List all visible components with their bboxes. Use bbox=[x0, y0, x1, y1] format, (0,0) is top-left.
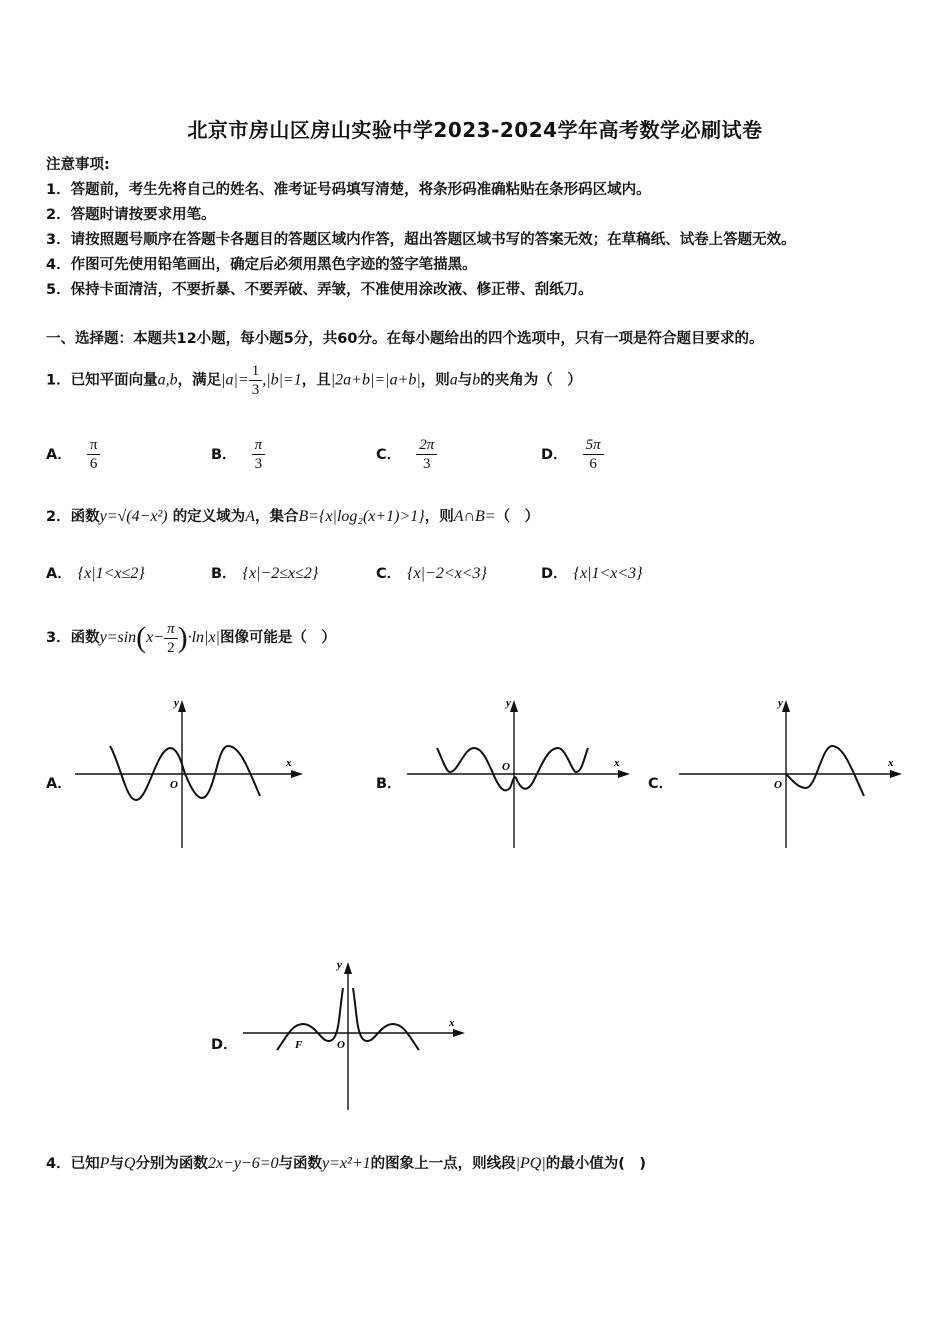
note-item-2: 2．答题时请按要求用笔。 bbox=[46, 207, 216, 223]
q1-mid2: ，且 bbox=[301, 372, 331, 389]
q2-option-a-label: A． bbox=[46, 566, 72, 582]
question-1 bbox=[46, 362, 582, 399]
section-heading: 一、选择题：本题共12小题，每小题5分，共60分。在每小题给出的四个选项中，只有一项是符合题目要求的。 bbox=[46, 331, 764, 347]
graph-c bbox=[674, 688, 910, 853]
q2-expr: A∩B= bbox=[453, 508, 496, 525]
q1-option-d-label: D． bbox=[541, 447, 568, 463]
graph-c-y-arrow bbox=[782, 700, 790, 712]
q2-mid3: ，则 bbox=[424, 509, 454, 525]
q1-option-a[interactable] bbox=[46, 436, 100, 473]
graph-a-x-label: x bbox=[286, 757, 292, 769]
note-item-5: 5．保持卡面清洁，不要折暴、不要弄破、弄皱，不准使用涂改液、修正带、刮纸刀。 bbox=[46, 282, 593, 298]
q1-option-c-label: C． bbox=[376, 447, 402, 463]
q1-option-b-num: π bbox=[252, 436, 266, 455]
q2-mid2: ，集合 bbox=[254, 509, 299, 525]
q1-cond1-lhs: |a|= bbox=[221, 371, 249, 389]
q1-prefix: 1．已知平面向量 bbox=[46, 372, 158, 389]
q1-option-d-num: 5π bbox=[583, 436, 604, 455]
q1-mid3: ，则 bbox=[420, 372, 450, 389]
notes-heading: 注意事项: bbox=[46, 157, 110, 173]
q4-eq1: 2x−y−6=0 bbox=[207, 1155, 279, 1172]
graph-d-y-arrow bbox=[344, 962, 352, 974]
graph-d-y-label: y bbox=[337, 959, 342, 971]
q3-func-right: ·ln|x| bbox=[187, 629, 220, 646]
graph-b-x-arrow bbox=[618, 770, 630, 778]
q2-set-a: A bbox=[245, 508, 255, 525]
q4-mid3: 与函数 bbox=[278, 1156, 323, 1172]
q1-cond1-num: 1 bbox=[249, 362, 263, 381]
q2-option-c-label: C． bbox=[376, 566, 402, 582]
q2-option-d[interactable] bbox=[541, 562, 643, 583]
q1-mid1: ，满足 bbox=[177, 372, 222, 389]
q1-option-b-label: B． bbox=[211, 447, 237, 463]
q1-option-a-label: A． bbox=[46, 447, 72, 463]
q3-option-b-label[interactable]: B． bbox=[376, 776, 402, 792]
q4-prefix: 4．已知 bbox=[46, 1156, 100, 1172]
q3-frac-num: π bbox=[164, 620, 178, 639]
q2-option-b-label: B． bbox=[211, 566, 237, 582]
graph-a-x-arrow bbox=[291, 770, 303, 778]
question-2 bbox=[46, 504, 539, 530]
graph-d-f-label: F bbox=[295, 1039, 303, 1051]
graph-b bbox=[402, 688, 637, 853]
q2-option-a[interactable] bbox=[46, 562, 145, 583]
q3-right-paren: ) bbox=[177, 621, 188, 654]
q4-seg: |PQ| bbox=[515, 1155, 546, 1172]
graph-b-curve bbox=[437, 748, 588, 790]
note-item-3: 3．请按照题号顺序在答题卡各题目的答题区域内作答，超出答题区域书写的答案无效；在草稿纸、试卷上答题无效。 bbox=[46, 232, 796, 248]
q2-func: y=√(4−x²) bbox=[99, 508, 168, 525]
graph-a-origin-label: O bbox=[170, 779, 178, 791]
q1-option-b-den: 3 bbox=[254, 456, 263, 472]
q3-func-left: y=sin bbox=[99, 629, 137, 646]
graph-c-origin-label: O bbox=[774, 779, 782, 791]
q1-mid4: 与 bbox=[457, 372, 473, 389]
graph-d-x-arrow bbox=[453, 1029, 465, 1037]
q3-suffix: 图像可能是（ ） bbox=[219, 630, 336, 646]
q3-func-inner: x− bbox=[146, 629, 165, 646]
q1-option-a-num: π bbox=[87, 436, 101, 455]
q1-suffix: 的夹角为（ ） bbox=[480, 372, 582, 389]
q3-fraction bbox=[164, 620, 178, 657]
q2-option-a-text: {x|1<x≤2} bbox=[77, 565, 145, 582]
q1-option-c-den: 3 bbox=[423, 456, 431, 472]
q1-var-a: a bbox=[449, 371, 458, 389]
q2-set-b: B={x|log₂(x+1)>1} bbox=[298, 508, 425, 525]
q1-option-c[interactable] bbox=[376, 436, 437, 473]
q4-mid1: 与 bbox=[109, 1156, 124, 1172]
q4-suffix: 的最小值为( ) bbox=[545, 1156, 647, 1172]
q1-cond2: |2a+b|=|a+b| bbox=[330, 371, 421, 389]
q1-vars: a,b bbox=[157, 371, 178, 389]
graph-c-x-arrow bbox=[890, 770, 902, 778]
q4-p: P bbox=[99, 1155, 110, 1172]
q4-mid4: 的图象上一点，则线段 bbox=[370, 1156, 516, 1172]
q2-option-c[interactable] bbox=[376, 562, 487, 583]
q2-suffix: （ ） bbox=[495, 509, 540, 525]
q4-q: Q bbox=[123, 1155, 136, 1172]
q3-left-paren: ( bbox=[136, 621, 147, 654]
q1-option-a-den: 6 bbox=[89, 456, 98, 472]
q3-option-a-label[interactable]: A． bbox=[46, 776, 72, 792]
q1-option-b-fraction bbox=[252, 436, 266, 473]
graph-a bbox=[70, 688, 310, 853]
q3-option-c-label[interactable]: C． bbox=[648, 776, 674, 792]
q1-option-c-num: 2π bbox=[416, 436, 437, 455]
graph-d-x-label: x bbox=[449, 1017, 455, 1029]
q1-option-a-fraction bbox=[87, 436, 101, 473]
graph-c-curve bbox=[786, 746, 864, 796]
q1-cond1-rest: ,|b|=1 bbox=[262, 371, 302, 389]
q1-option-d[interactable] bbox=[541, 436, 604, 473]
q3-prefix: 3．函数 bbox=[46, 630, 100, 646]
question-4 bbox=[46, 1152, 646, 1176]
q1-option-d-fraction bbox=[583, 436, 604, 473]
page-title: 北京市房山区房山实验中学2023-2024学年高考数学必刷试卷 bbox=[187, 118, 763, 142]
graph-d-curve-left bbox=[277, 988, 343, 1050]
graph-c-x-label: x bbox=[888, 757, 894, 769]
graph-d bbox=[235, 950, 475, 1115]
q2-mid1: 的定义域为 bbox=[172, 509, 246, 525]
q2-option-d-label: D． bbox=[541, 566, 568, 582]
q3-option-d-label[interactable]: D． bbox=[211, 1037, 238, 1053]
q2-option-c-text: {x|−2<x<3} bbox=[407, 565, 487, 582]
graph-a-y-label: y bbox=[174, 697, 179, 709]
question-3 bbox=[46, 618, 336, 658]
q4-eq2: y=x²+1 bbox=[322, 1155, 371, 1172]
q2-option-b[interactable] bbox=[211, 562, 318, 583]
note-item-1: 1．答题前，考生先将自己的姓名、准考证号码填写清楚，将条形码准确粘贴在条形码区域内。 bbox=[46, 182, 651, 198]
q3-frac-den: 2 bbox=[167, 639, 175, 656]
q1-cond1-fraction bbox=[249, 362, 263, 399]
q1-option-c-fraction bbox=[416, 436, 437, 473]
graph-b-x-label: x bbox=[614, 757, 620, 769]
q1-option-d-den: 6 bbox=[589, 456, 597, 472]
graph-b-y-arrow bbox=[510, 700, 518, 712]
graph-d-curve-right bbox=[353, 988, 419, 1050]
graph-c-y-label: y bbox=[778, 697, 783, 709]
q1-var-b: b bbox=[472, 371, 481, 389]
q1-option-b[interactable] bbox=[211, 436, 265, 473]
q2-option-d-text: {x|1<x<3} bbox=[573, 565, 643, 582]
q4-mid2: 分别为函数 bbox=[135, 1156, 208, 1172]
graph-d-origin-label: O bbox=[337, 1039, 345, 1051]
graph-b-origin-label: O bbox=[502, 761, 510, 773]
q1-cond1-den: 3 bbox=[251, 382, 260, 398]
graph-b-y-label: y bbox=[506, 697, 511, 709]
q2-option-b-text: {x|−2≤x≤2} bbox=[242, 565, 319, 582]
graph-a-y-arrow bbox=[178, 700, 186, 712]
note-item-4: 4．作图可先使用铅笔画出，确定后必须用黑色字迹的签字笔描黑。 bbox=[46, 257, 477, 273]
graph-a-curve bbox=[110, 746, 260, 800]
q2-prefix: 2．函数 bbox=[46, 509, 100, 525]
